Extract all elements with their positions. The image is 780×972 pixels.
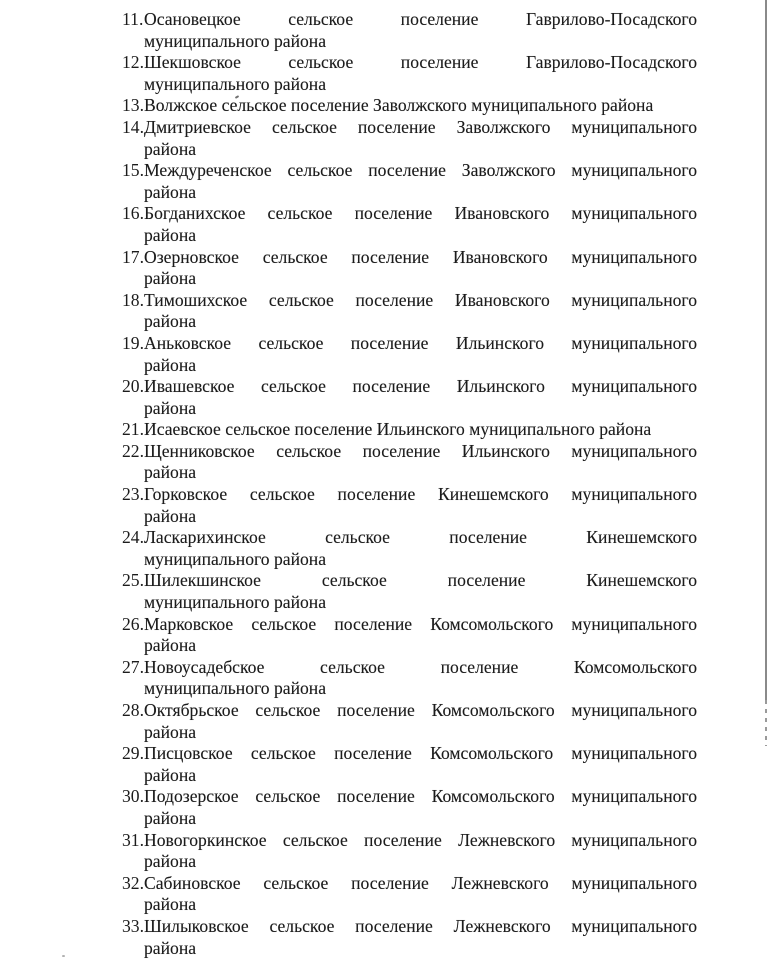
list-item-line: муниципального района — [144, 678, 327, 699]
list-item-line: Богданихское сельское поселение Ивановского муниципального — [144, 203, 697, 224]
list-item-text — [144, 614, 697, 657]
list-item-number: 29. — [122, 743, 144, 764]
list-item-line: Ласкарихинское сельское поселение Кинешемского — [144, 527, 697, 548]
list-item-line: Ивашевское сельское поселение Ильинского муниципального — [144, 376, 697, 397]
list-item-number: 16. — [122, 203, 144, 224]
list-item-line: района — [144, 635, 197, 656]
list-item — [122, 830, 697, 873]
list-item-line: района — [144, 224, 197, 245]
list-item-text — [144, 95, 697, 117]
list-item-number: 15. — [122, 160, 144, 181]
list-item — [122, 9, 697, 52]
list-item-number: 27. — [122, 656, 144, 677]
list-item-line: района — [144, 505, 197, 526]
list-item-text — [144, 203, 697, 246]
list-item — [122, 333, 697, 376]
list-item-line: Шекшовское сельское поселение Гаврилово-Посадского — [144, 52, 697, 73]
list-item-text — [144, 441, 697, 484]
list-item — [122, 52, 697, 95]
list-item-number: 24. — [122, 527, 144, 548]
list-item-text — [144, 484, 697, 527]
list-item-text — [144, 743, 697, 786]
list-item-line: Шилыковское сельское поселение Лежневского муниципального — [144, 915, 697, 936]
list-item — [122, 247, 697, 290]
list-item — [122, 203, 697, 246]
list-item-line: района — [144, 397, 197, 418]
list-item-line: Сабиновское сельское поселение Лежневского муниципального — [144, 872, 697, 893]
scan-edge-line-dashed — [765, 700, 767, 746]
list-item-line: района — [144, 807, 197, 828]
list-item-text — [144, 419, 697, 441]
list-item-text — [144, 700, 697, 743]
list-item-text — [144, 376, 697, 419]
list-item-number: 26. — [122, 613, 144, 634]
list-item-number: 31. — [122, 829, 144, 850]
list-item — [122, 570, 697, 613]
list-item — [122, 484, 697, 527]
list-item — [122, 290, 697, 333]
list-item — [122, 786, 697, 829]
list-item — [122, 657, 697, 700]
list-item-text — [144, 873, 697, 916]
list-item-line: Октябрьское сельское поселение Комсомольского муниципального — [144, 700, 697, 720]
list-item-text — [144, 830, 697, 873]
list-item-number: 17. — [122, 246, 144, 267]
list-item-line: района — [144, 894, 197, 915]
list-item-number: 25. — [122, 570, 144, 591]
list-item-line: Дмитриевское сельское поселение Заволжского муниципального — [144, 116, 697, 137]
list-item — [122, 527, 697, 570]
list-item-line: Писцовское сельское поселение Комсомольского муниципального — [144, 743, 697, 764]
scan-speck — [62, 955, 65, 957]
list-item-text — [144, 333, 697, 376]
list-item-line: Марковское сельское поселение Комсомольского муниципального — [144, 613, 697, 634]
list-item-line: района — [144, 181, 197, 202]
list-item-text — [144, 657, 697, 700]
list-item — [122, 376, 697, 419]
list-item-text — [144, 52, 697, 95]
list-item-line: Аньковское сельское поселение Ильинского муниципального — [144, 332, 697, 353]
list-item-line: Щенниковское сельское поселение Ильинского муниципального — [144, 440, 697, 461]
list-item-text — [144, 117, 697, 160]
list-item-text — [144, 160, 697, 203]
list-item-number: 18. — [122, 289, 144, 310]
list-item-line: муниципального района — [144, 30, 327, 51]
list-item-line: Волжское сельское поселение Заволжского муниципального района — [144, 95, 654, 116]
list-item-line: Тимошихское сельское поселение Ивановского муниципального — [144, 289, 697, 310]
list-item-number: 13. — [122, 95, 144, 116]
list-item-line: района — [144, 721, 197, 742]
scan-edge-line — [765, 0, 767, 700]
list-item-line: района — [144, 937, 197, 958]
list-item-line: района — [144, 354, 197, 375]
list-item-number: 11. — [122, 9, 144, 29]
list-item-line: района — [144, 311, 197, 332]
list-item-line: Озерновское сельское поселение Ивановского муниципального — [144, 246, 697, 267]
list-item-line: Исаевское сельское поселение Ильинского муниципального района — [144, 419, 652, 440]
list-item — [122, 743, 697, 786]
list-item-line: района — [144, 138, 197, 159]
list-item — [122, 441, 697, 484]
list-item-number: 20. — [122, 376, 144, 397]
list-item-text — [144, 786, 697, 829]
list-item-line: Шилекшинское сельское поселение Кинешемского — [144, 570, 697, 591]
list-item — [122, 700, 697, 743]
list-item-line: Горковское сельское поселение Кинешемского муниципального — [144, 484, 697, 505]
list-item — [122, 419, 697, 441]
list-item-text — [144, 290, 697, 333]
list-item-text — [144, 916, 697, 959]
list-item-line: района — [144, 268, 197, 289]
list-item-number: 14. — [122, 116, 144, 137]
list-item — [122, 160, 697, 203]
list-item-number: 22. — [122, 440, 144, 461]
list-item-line: Междуреченское сельское поселение Заволжского муниципального — [144, 160, 697, 181]
list-item-number: 12. — [122, 52, 144, 73]
list-item-line: района — [144, 851, 197, 872]
list-item-line: Новогоркинское сельское поселение Лежневского муниципального — [144, 829, 697, 850]
list-item-text — [144, 570, 697, 613]
list-item-line: муниципального района — [144, 548, 327, 569]
list-item-line: муниципального района — [144, 592, 327, 613]
list-item-text — [144, 9, 697, 52]
list-item — [122, 614, 697, 657]
list-item-number: 21. — [122, 419, 144, 440]
list-item — [122, 873, 697, 916]
list-item-number: 19. — [122, 332, 144, 353]
list-item-number: 33. — [122, 915, 144, 936]
list-item-line: района — [144, 462, 197, 483]
list-item — [122, 95, 697, 117]
list-item-line: Подозерское сельское поселение Комсомольского муниципального — [144, 786, 697, 807]
list-item-number: 23. — [122, 484, 144, 505]
list-item-text — [144, 527, 697, 570]
list-item-number: 32. — [122, 872, 144, 893]
list-item — [122, 916, 697, 959]
list-item-line: Осановецкое сельское поселение Гаврилово-Посадского — [144, 9, 697, 29]
list-item-line: Новоусадебское сельское поселение Комсомольского — [144, 656, 697, 677]
list-item-line: муниципального района — [144, 73, 327, 94]
list-item-text — [144, 247, 697, 290]
list-item-line: района — [144, 764, 197, 785]
list-item-number: 28. — [122, 700, 144, 720]
list-item — [122, 117, 697, 160]
list-item-number: 30. — [122, 786, 144, 807]
